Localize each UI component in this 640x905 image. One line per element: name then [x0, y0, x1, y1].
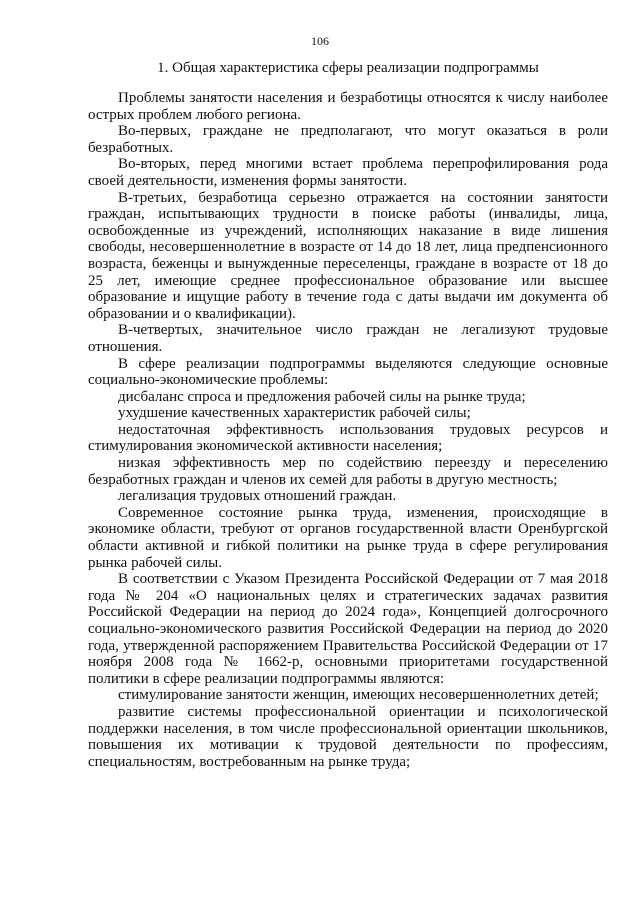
paragraph: Во-первых, граждане не предполагают, что могут оказаться в роли безработных.	[88, 123, 608, 156]
paragraph: В-третьих, безработица серьезно отражается на состоянии занятости граждан, испытывающих трудности в поиске работы (инвалиды, лица, освобожденные из учреждений, исполняющих наказание в виде лишения свободы, несовершеннолетние в возрасте от 14 до 18 лет, лица предпенсионного возраста, беженцы и вынужденные переселенцы, граждане в возрасте от 18 до 25 лет, имеющие среднее профессиональное образование или высшее образование и ищущие работу в течение года с даты выдачи им документа об образовании и о квалификации).	[88, 189, 608, 322]
section-heading: 1. Общая характеристика сферы реализации подпрограммы	[157, 60, 539, 76]
paragraph: Современное состояние рынка труда, изменения, происходящие в экономике области, требуют от органов государственной власти Оренбургской области активной и гибкой политики на рынке труда в сфере регулирования рынка рабочей силы.	[88, 504, 608, 571]
list-item: ухудшение качественных характеристик рабочей силы;	[118, 405, 471, 422]
paragraph: Во-вторых, перед многими встает проблема перепрофилирования рода своей деятельности, изменения формы занятости.	[88, 156, 608, 189]
list-item: недостаточная эффективность использования трудовых ресурсов и стимулирования экономической активности населения;	[88, 421, 608, 455]
list-item: стимулирование занятости женщин, имеющих несовершеннолетних детей;	[118, 687, 599, 704]
paragraph: В соответствии с Указом Президента Российской Федерации от 7 мая 2018 года № 204 «О национальных целях и стратегических задачах развития Российской Федерации на период до 2024 года», Концепцией долгосрочного социально-экономического развития Российской Федерации на период до 2020 года, утвержденной распоряжением Правительства Российской Федерации от 17 ноября 2008 года № 1662-р, основными приоритетами государственной политики в сфере реализации подпрограммы являются:	[88, 571, 608, 687]
list-item: дисбаланс спроса и предложения рабочей силы на рынке труда;	[118, 388, 526, 405]
paragraph: В сфере реализации подпрограммы выделяются следующие основные социально-экономические проблемы:	[88, 355, 608, 389]
list-item: легализация трудовых отношений граждан.	[118, 488, 397, 505]
list-item: низкая эффективность мер по содействию переезду и переселению безработных граждан и членов их семей для работы в другую местность;	[88, 455, 608, 488]
body-text	[88, 90, 608, 770]
paragraph: Проблемы занятости населения и безработицы относятся к числу наиболее острых проблем любого региона.	[88, 90, 608, 123]
paragraph: В-четвертых, значительное число граждан не легализуют трудовые отношения.	[88, 322, 608, 355]
list-item: развитие системы профессиональной ориентации и психологической поддержки населения, в том числе профессиональной ориентации школьников, повышения их мотивации к трудовой деятельности по профессиям, специальностям, востребованным на рынке труда;	[88, 703, 608, 770]
page-number: 106	[311, 34, 329, 48]
